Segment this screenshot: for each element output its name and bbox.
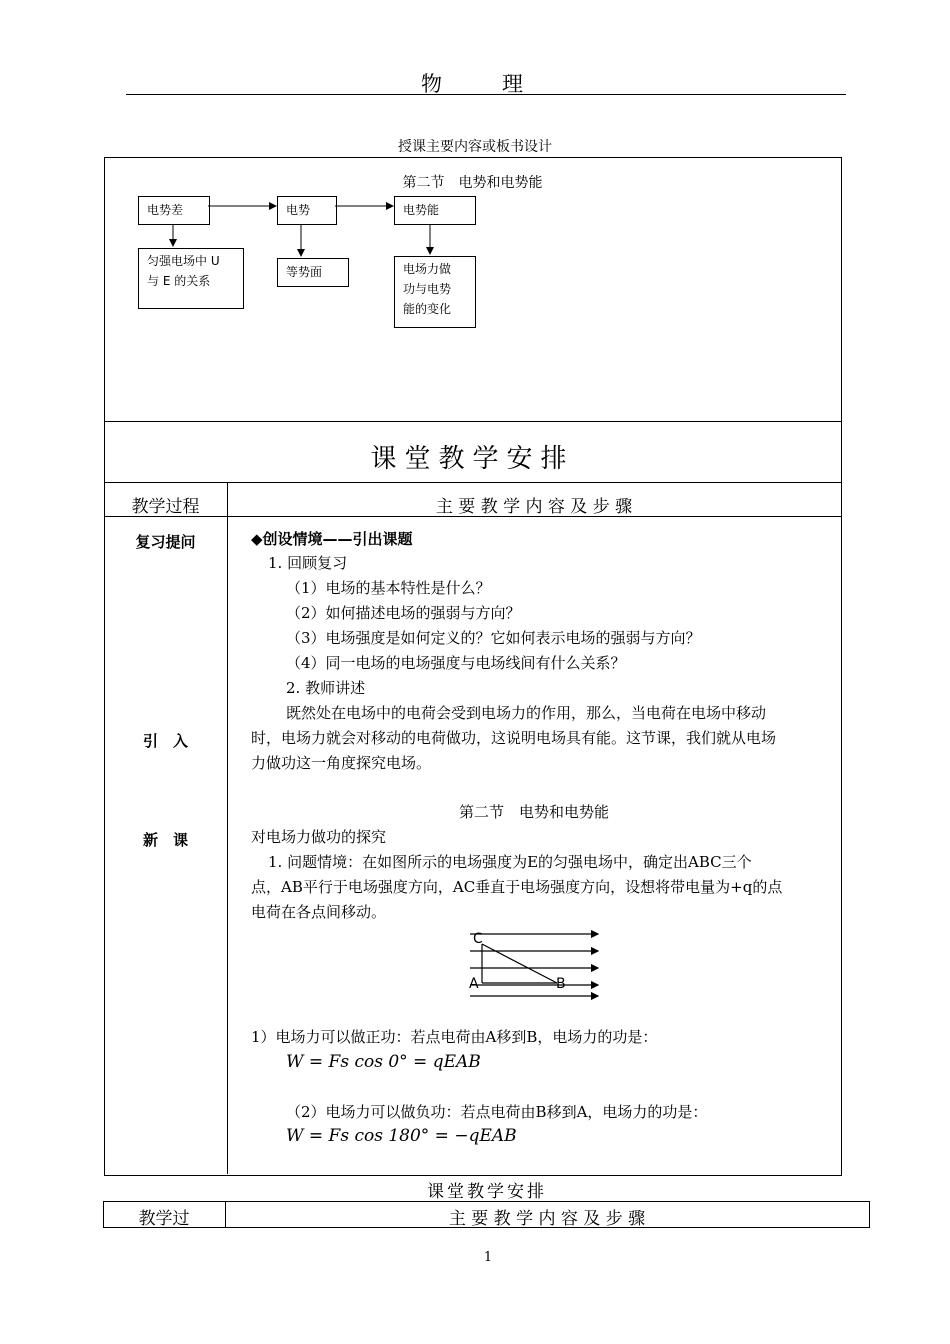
board-section-title: 第二节 电势和电势能: [402, 175, 543, 191]
node-line: 匀强电场中 U: [147, 254, 220, 268]
intro-para-line: 力做功这一角度探究电场。: [251, 754, 432, 772]
negative-work-text: （2）电场力可以做负功：若点电荷由B移到A，电场力的功是：: [286, 1103, 708, 1121]
positive-work-text: 1）电场力可以做正功：若点电荷由A移到B，电场力的功是：: [251, 1028, 658, 1046]
question-3: （3）电场强度是如何定义的？它如何表示电场的强弱与方向？: [286, 629, 701, 647]
problem-para-line: 点，AB平行于电场强度方向，AC垂直于电场强度方向，设想将带电量为+q的点: [251, 878, 783, 896]
formula-negative-work: W = Fs cos 180° = −qEAB: [286, 1126, 517, 1146]
node-line: 功与电势: [403, 282, 452, 296]
question-4: （4）同一电场的电场强度与电场线间有什么关系？: [286, 654, 626, 672]
node-uniform-field-relation: [138, 248, 244, 309]
col-header-process: 教学过程: [131, 497, 200, 517]
page-number: 1: [483, 1250, 493, 1265]
stage-new: 新 课: [142, 831, 188, 849]
node-line: 与 E 的关系: [147, 274, 211, 288]
point-label-a: A: [469, 976, 479, 992]
stage-review: 复习提问: [135, 533, 196, 551]
item-teacher: 2. 教师讲述: [286, 679, 366, 697]
question-1: （1）电场的基本特性是什么？: [286, 579, 491, 597]
node-equipotential: 等势面: [277, 258, 349, 287]
segment-cb: [482, 944, 557, 983]
continuation-col-process: 教学过: [138, 1209, 190, 1229]
board-design-caption: 授课主要内容或板书设计: [398, 139, 552, 155]
node-line: 能的变化: [403, 302, 452, 316]
new-lesson-section-title: 第二节 电势和电势能: [458, 803, 609, 821]
row-divider: [104, 482, 841, 483]
intro-para-line: 时，电场力就会对移动的电荷做功，这说明电场具有能。这节课，我们就从电场: [251, 729, 777, 747]
node-potential: 电势: [277, 196, 337, 225]
formula-positive-work: W = Fs cos 0° = qEAB: [286, 1052, 481, 1072]
col-header-content: 主 要 教 学 内 容 及 步 骤: [435, 497, 633, 517]
continuation-col-content: 主 要 教 学 内 容 及 步 骤: [448, 1209, 646, 1229]
item-review: 1. 回顾复习: [268, 554, 348, 572]
node-line: 电场力做: [403, 262, 452, 276]
arrangement-title: 课堂教学安排: [370, 444, 575, 474]
page-title: 物 理: [421, 72, 529, 96]
point-label-b: B: [556, 976, 566, 992]
node-potential-energy: 电势能: [394, 196, 476, 225]
intro-para-line: 既然处在电场中的电荷会受到电场力的作用，那么，当电荷在电场中移动: [286, 704, 767, 722]
stage-intro: 引 入: [142, 732, 188, 750]
explore-heading: 对电场力做功的探究: [251, 828, 387, 846]
node-potential-difference: 电势差: [138, 196, 210, 225]
column-divider: [227, 482, 228, 1174]
point-label-c: C: [473, 931, 483, 947]
content-heading: ◆创设情境——引出课题: [251, 530, 413, 548]
continuation-title: 课堂教学安排: [427, 1182, 547, 1202]
row-divider: [104, 421, 841, 422]
problem-para-line: 电荷在各点间移动。: [251, 903, 387, 921]
problem-para-line: 1. 问题情境：在如图所示的电场强度为E的匀强电场中，确定出ABC三个: [268, 853, 752, 871]
question-2: （2）如何描述电场的强弱与方向？: [286, 604, 521, 622]
node-work-energy-change: [394, 256, 476, 328]
